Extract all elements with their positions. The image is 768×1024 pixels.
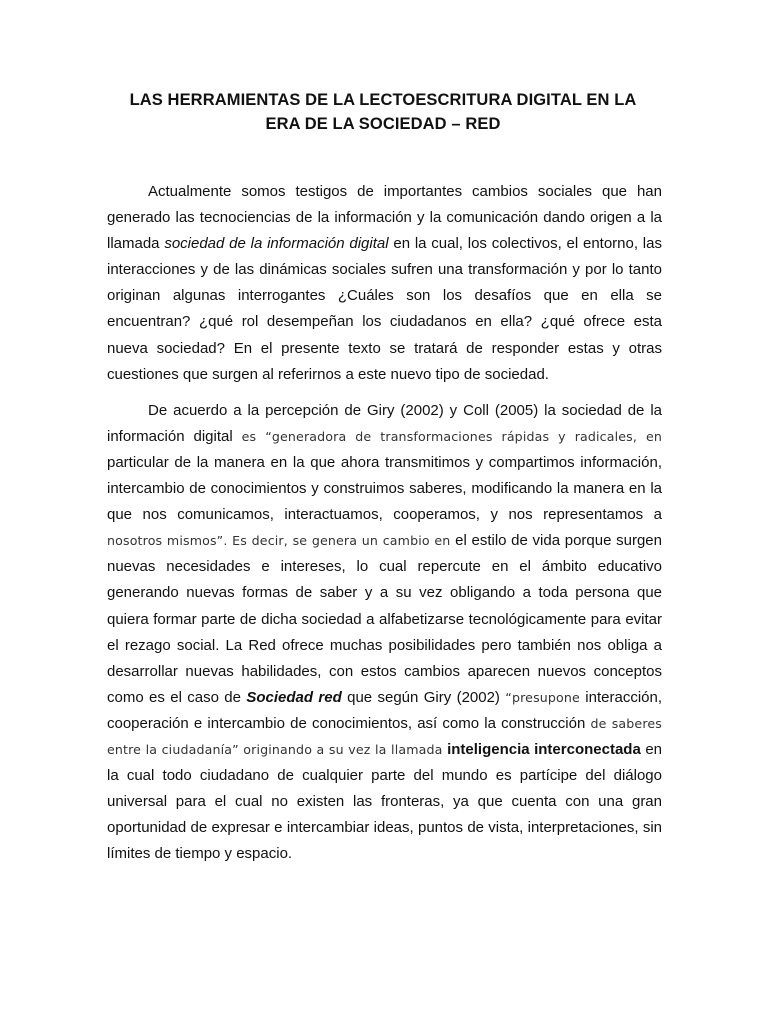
paragraph-2-text-7: en la cual todo ciudadano de cualquier parte del mundo es partícipe del diálogo universal para el cual no existen las fronteras, ya que cuenta con una gran oportunidad de expresar e intercambiar ideas, puntos de vista, interpretaciones, sin límites de tiempo y espacio.: [107, 740, 663, 863]
term-sociedad-red: Sociedad red: [246, 688, 342, 706]
quote-fragment-3: “presupone: [505, 689, 580, 705]
title-line-1: LAS HERRAMIENTAS DE LA LECTOESCRITURA DIGITAL EN LA: [129, 91, 637, 109]
paragraph-1-text-2: en la cual, los colectivos, el entorno, las interacciones y de las dinámicas sociales sufren una transformación y por lo tanto originan algunas interrogantes ¿Cuáles son los desafíos que en ella se encuentran? ¿qué rol desempeñan los ciudadanos en ella? ¿qué ofrece esta nueva sociedad? En el presente texto se tratará de responder estas y otras cuestiones que surgen al referirnos a este nuevo tipo de sociedad.: [107, 235, 662, 383]
paragraph-2-text-3: el estilo de vida porque surgen nuevas necesidades e intereses, lo cual repercute en el ámbito educativo generando nuevas formas de saber y a su vez obligando a toda persona que quiera formar parte de dicha sociedad a alfabetizarse tecnológicamente para evitar el rezago social. La Red ofrece muchas posibilidades pero también nos obliga a desarrollar nuevas habilidades, con estos cambios aparecen nuevos conceptos como es el caso de: [107, 532, 662, 706]
quote-fragment-4: de saberes entre la ciudadanía” originando a su vez la llamada: [107, 715, 662, 757]
paragraph-2-text-5: interacción, cooperación e intercambio de conocimientos, así como la construcción: [107, 688, 663, 732]
document-body: [107, 179, 662, 877]
term-inteligencia-interconectada: inteligencia interconectada: [447, 740, 641, 758]
quote-fragment-1: es “generadora de transformaciones rápidas y radicales, en: [241, 428, 663, 444]
paragraph-2-text-2: particular de la manera en la que ahora transmitimos y compartimos información, intercambio de conocimientos y construimos saberes, modificando la manera en la que nos comunicamos, interactuamos, cooperamos, y nos representamos a: [107, 453, 662, 524]
paragraph-2-text-4: que según Giry (2002): [341, 688, 506, 706]
paragraph-1-text-1: Actualmente somos testigos de importantes cambios sociales que han generado las tecnociencias de la información y la comunicación dando origen a la llamada: [107, 183, 662, 253]
document-title: [90, 88, 676, 136]
paragraph-2-text-1: De acuerdo a la percepción de Giry (2002) y Coll (2005) la sociedad de la información digital: [107, 401, 662, 445]
quote-fragment-2: nosotros mismos”. Es decir, se genera un cambio en: [107, 533, 451, 549]
paragraph-1: [107, 179, 662, 388]
paragraph-2: [107, 398, 662, 868]
title-line-2: ERA DE LA SOCIEDAD – RED: [265, 115, 501, 133]
term-sociedad-informacion-digital: sociedad de la información digital: [164, 235, 389, 253]
